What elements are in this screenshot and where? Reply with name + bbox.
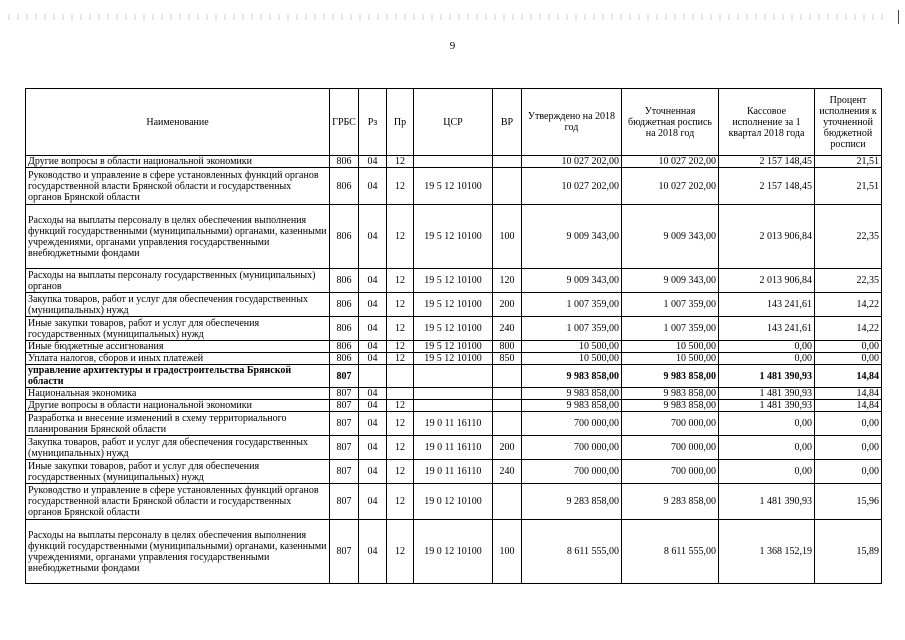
table-cell-vr: 800 — [493, 341, 522, 353]
table-cell-approved: 700 000,00 — [522, 412, 622, 436]
table-cell-grbs: 806 — [330, 168, 359, 205]
table-cell-rz: 04 — [359, 400, 387, 412]
table-cell-grbs: 806 — [330, 205, 359, 269]
table-cell-rz: 04 — [359, 341, 387, 353]
table-cell-pr: 12 — [387, 400, 414, 412]
table-cell-name: Руководство и управление в сфере установленных функций органов государственной власти Брянской области и государственных органов Брянской области — [26, 484, 330, 520]
header-name: Наименование — [26, 89, 330, 156]
table-cell-pr: 12 — [387, 484, 414, 520]
header-approved: Утверждено на 2018 год — [522, 89, 622, 156]
table-row — [26, 365, 882, 388]
table-cell-name: Закупка товаров, работ и услуг для обеспечения государственных (муниципальных) нужд — [26, 293, 330, 317]
page-number: 9 — [449, 40, 456, 52]
table-cell-rz: 04 — [359, 520, 387, 584]
table-cell-csr — [414, 365, 493, 388]
table-cell-vr — [493, 388, 522, 400]
table-cell-refined: 10 500,00 — [622, 353, 719, 365]
table-cell-rz: 04 — [359, 436, 387, 460]
table-row — [26, 412, 882, 436]
table-cell-grbs: 806 — [330, 156, 359, 168]
table-cell-percent: 15,89 — [815, 520, 882, 584]
table-cell-pr: 12 — [387, 269, 414, 293]
table-cell-name: Руководство и управление в сфере установленных функций органов государственной власти Брянской области и государственных органов Брянской области — [26, 168, 330, 205]
table-row — [26, 400, 882, 412]
table-cell-csr: 19 5 12 10100 — [414, 269, 493, 293]
table-cell-pr: 12 — [387, 436, 414, 460]
table-cell-grbs: 807 — [330, 388, 359, 400]
table-cell-cash: 143 241,61 — [719, 293, 815, 317]
header-percent: Процент исполнения к уточненной бюджетной росписи — [815, 89, 882, 156]
table-cell-csr: 19 0 11 16110 — [414, 436, 493, 460]
table-cell-percent: 14,22 — [815, 293, 882, 317]
table-cell-rz: 04 — [359, 353, 387, 365]
table-cell-approved: 8 611 555,00 — [522, 520, 622, 584]
header-row — [26, 89, 882, 156]
table-cell-name: Другие вопросы в области национальной экономики — [26, 156, 330, 168]
table-cell-percent: 0,00 — [815, 353, 882, 365]
table-cell-refined: 9 983 858,00 — [622, 365, 719, 388]
table-cell-refined: 9 283 858,00 — [622, 484, 719, 520]
table-row — [26, 436, 882, 460]
table-cell-approved: 700 000,00 — [522, 436, 622, 460]
table-row — [26, 293, 882, 317]
table-cell-pr: 12 — [387, 341, 414, 353]
table-cell-name: Расходы на выплаты персоналу в целях обеспечения выполнения функций государственными (муниципальными) органами, казенными учреждениями, органами управления государственными внебюджетными фондами — [26, 205, 330, 269]
table-cell-csr — [414, 156, 493, 168]
table-row — [26, 353, 882, 365]
table-cell-rz: 04 — [359, 156, 387, 168]
table-row — [26, 317, 882, 341]
table-cell-vr — [493, 365, 522, 388]
table-cell-name: Иные бюджетные ассигнования — [26, 341, 330, 353]
table-cell-refined: 1 007 359,00 — [622, 293, 719, 317]
table-cell-refined: 1 007 359,00 — [622, 317, 719, 341]
table-cell-approved: 9 283 858,00 — [522, 484, 622, 520]
header-grbs: ГРБС — [330, 89, 359, 156]
table-cell-cash: 2 013 906,84 — [719, 205, 815, 269]
table-cell-refined: 10 027 202,00 — [622, 168, 719, 205]
table-cell-approved: 9 983 858,00 — [522, 400, 622, 412]
table-cell-vr — [493, 400, 522, 412]
table-cell-refined: 10 027 202,00 — [622, 156, 719, 168]
table-cell-cash: 0,00 — [719, 341, 815, 353]
table-cell-pr: 12 — [387, 460, 414, 484]
table-cell-cash: 2 013 906,84 — [719, 269, 815, 293]
table-cell-percent: 0,00 — [815, 460, 882, 484]
table-cell-approved: 10 500,00 — [522, 341, 622, 353]
table-cell-cash: 143 241,61 — [719, 317, 815, 341]
table-cell-csr: 19 5 12 10100 — [414, 293, 493, 317]
table-cell-approved: 1 007 359,00 — [522, 293, 622, 317]
table-cell-grbs: 807 — [330, 365, 359, 388]
table-cell-name: Разработка и внесение изменений в схему территориального планирования Брянской области — [26, 412, 330, 436]
table-cell-cash: 2 157 148,45 — [719, 156, 815, 168]
table-cell-refined: 700 000,00 — [622, 460, 719, 484]
table-cell-approved: 9 009 343,00 — [522, 269, 622, 293]
table-cell-rz: 04 — [359, 168, 387, 205]
table-cell-cash: 0,00 — [719, 436, 815, 460]
table-cell-approved: 10 027 202,00 — [522, 156, 622, 168]
table-cell-cash: 1 481 390,93 — [719, 400, 815, 412]
table-cell-approved: 700 000,00 — [522, 460, 622, 484]
table-cell-percent: 22,35 — [815, 205, 882, 269]
table-row — [26, 520, 882, 584]
table-cell-vr: 200 — [493, 293, 522, 317]
table-cell-vr: 200 — [493, 436, 522, 460]
table-cell-refined: 700 000,00 — [622, 436, 719, 460]
table-cell-vr — [493, 412, 522, 436]
table-cell-rz: 04 — [359, 412, 387, 436]
table-cell-cash: 0,00 — [719, 353, 815, 365]
table-cell-vr — [493, 484, 522, 520]
table-cell-pr — [387, 388, 414, 400]
table-cell-grbs: 806 — [330, 353, 359, 365]
table-cell-name: управление архитектуры и градостроительства Брянской области — [26, 365, 330, 388]
table-cell-percent: 21,51 — [815, 168, 882, 205]
table-cell-approved: 9 983 858,00 — [522, 388, 622, 400]
table-cell-approved: 9 009 343,00 — [522, 205, 622, 269]
table-cell-percent: 0,00 — [815, 412, 882, 436]
table-cell-cash: 0,00 — [719, 412, 815, 436]
table-cell-pr: 12 — [387, 353, 414, 365]
table-cell-rz: 04 — [359, 293, 387, 317]
table-cell-rz: 04 — [359, 484, 387, 520]
table-cell-name: Закупка товаров, работ и услуг для обеспечения государственных (муниципальных) нужд — [26, 436, 330, 460]
table-cell-percent: 14,84 — [815, 365, 882, 388]
table-cell-pr: 12 — [387, 293, 414, 317]
table-cell-cash: 1 481 390,93 — [719, 484, 815, 520]
table-cell-csr: 19 5 12 10100 — [414, 317, 493, 341]
table-cell-cash: 1 481 390,93 — [719, 388, 815, 400]
table-cell-vr: 100 — [493, 520, 522, 584]
table-cell-refined: 10 500,00 — [622, 341, 719, 353]
table-cell-refined: 8 611 555,00 — [622, 520, 719, 584]
corner-mark — [898, 10, 899, 24]
table-cell-vr — [493, 156, 522, 168]
table-cell-csr: 19 5 12 10100 — [414, 168, 493, 205]
table-cell-percent: 14,84 — [815, 388, 882, 400]
scan-artifacts — [8, 14, 888, 20]
header-refined: Уточненная бюджетная роспись на 2018 год — [622, 89, 719, 156]
header-pr: Пр — [387, 89, 414, 156]
table-cell-csr: 19 0 11 16110 — [414, 412, 493, 436]
budget-table — [25, 88, 882, 584]
table-cell-name: Иные закупки товаров, работ и услуг для обеспечения государственных (муниципальных) нужд — [26, 317, 330, 341]
table-cell-csr — [414, 400, 493, 412]
header-rz: Рз — [359, 89, 387, 156]
table-cell-approved: 9 983 858,00 — [522, 365, 622, 388]
table-cell-pr: 12 — [387, 520, 414, 584]
table-cell-refined: 9 983 858,00 — [622, 400, 719, 412]
table-cell-pr: 12 — [387, 412, 414, 436]
table-cell-grbs: 806 — [330, 293, 359, 317]
table-cell-refined: 700 000,00 — [622, 412, 719, 436]
table-cell-vr — [493, 168, 522, 205]
table-cell-grbs: 807 — [330, 412, 359, 436]
table-cell-name: Другие вопросы в области национальной экономики — [26, 400, 330, 412]
table-cell-rz: 04 — [359, 388, 387, 400]
table-row — [26, 460, 882, 484]
table-cell-percent: 14,22 — [815, 317, 882, 341]
table-cell-name: Иные закупки товаров, работ и услуг для обеспечения государственных (муниципальных) нужд — [26, 460, 330, 484]
table-cell-percent: 0,00 — [815, 436, 882, 460]
table-cell-grbs: 806 — [330, 341, 359, 353]
table-row — [26, 269, 882, 293]
table-cell-grbs: 806 — [330, 317, 359, 341]
table-cell-percent: 21,51 — [815, 156, 882, 168]
header-cash: Кассовое исполнение за 1 квартал 2018 года — [719, 89, 815, 156]
table-cell-csr: 19 5 12 10100 — [414, 341, 493, 353]
header-vr: ВР — [493, 89, 522, 156]
table-cell-vr: 850 — [493, 353, 522, 365]
table-cell-approved: 1 007 359,00 — [522, 317, 622, 341]
table-cell-rz — [359, 365, 387, 388]
table-cell-pr: 12 — [387, 156, 414, 168]
table-cell-rz: 04 — [359, 269, 387, 293]
table-cell-pr — [387, 365, 414, 388]
table-cell-approved: 10 500,00 — [522, 353, 622, 365]
table-cell-cash: 2 157 148,45 — [719, 168, 815, 205]
table-cell-refined: 9 009 343,00 — [622, 205, 719, 269]
table-cell-grbs: 806 — [330, 269, 359, 293]
table-cell-grbs: 807 — [330, 436, 359, 460]
table-body — [26, 156, 882, 584]
table-cell-name: Уплата налогов, сборов и иных платежей — [26, 353, 330, 365]
table-cell-grbs: 807 — [330, 484, 359, 520]
table-cell-grbs: 807 — [330, 520, 359, 584]
table-row — [26, 168, 882, 205]
table-cell-percent: 14,84 — [815, 400, 882, 412]
table-cell-pr: 12 — [387, 168, 414, 205]
table-cell-csr: 19 0 12 10100 — [414, 520, 493, 584]
table-cell-refined: 9 009 343,00 — [622, 269, 719, 293]
table-row — [26, 484, 882, 520]
table-cell-name: Расходы на выплаты персоналу в целях обеспечения выполнения функций государственными (муниципальными) органами, казенными учреждениями, органами управления государственными внебюджетными фондами — [26, 520, 330, 584]
table-cell-csr: 19 0 12 10100 — [414, 484, 493, 520]
table-row — [26, 341, 882, 353]
table-cell-pr: 12 — [387, 205, 414, 269]
table-cell-rz: 04 — [359, 460, 387, 484]
table-cell-vr: 240 — [493, 317, 522, 341]
table-cell-csr — [414, 388, 493, 400]
table-cell-cash: 1 481 390,93 — [719, 365, 815, 388]
table-cell-cash: 0,00 — [719, 460, 815, 484]
header-csr: ЦСР — [414, 89, 493, 156]
table-cell-pr: 12 — [387, 317, 414, 341]
table-cell-name: Национальная экономика — [26, 388, 330, 400]
table-row — [26, 156, 882, 168]
table-row — [26, 205, 882, 269]
table-cell-vr: 120 — [493, 269, 522, 293]
table-cell-refined: 9 983 858,00 — [622, 388, 719, 400]
table-cell-vr: 100 — [493, 205, 522, 269]
table-cell-cash: 1 368 152,19 — [719, 520, 815, 584]
table-row — [26, 388, 882, 400]
table-cell-grbs: 807 — [330, 460, 359, 484]
table-cell-percent: 15,96 — [815, 484, 882, 520]
table-cell-csr: 19 0 11 16110 — [414, 460, 493, 484]
table-cell-percent: 0,00 — [815, 341, 882, 353]
table-cell-rz: 04 — [359, 317, 387, 341]
table-cell-csr: 19 5 12 10100 — [414, 205, 493, 269]
table-cell-vr: 240 — [493, 460, 522, 484]
table-cell-approved: 10 027 202,00 — [522, 168, 622, 205]
table-cell-name: Расходы на выплаты персоналу государственных (муниципальных) органов — [26, 269, 330, 293]
table-cell-grbs: 807 — [330, 400, 359, 412]
table-cell-csr: 19 5 12 10100 — [414, 353, 493, 365]
table-cell-rz: 04 — [359, 205, 387, 269]
table-cell-percent: 22,35 — [815, 269, 882, 293]
